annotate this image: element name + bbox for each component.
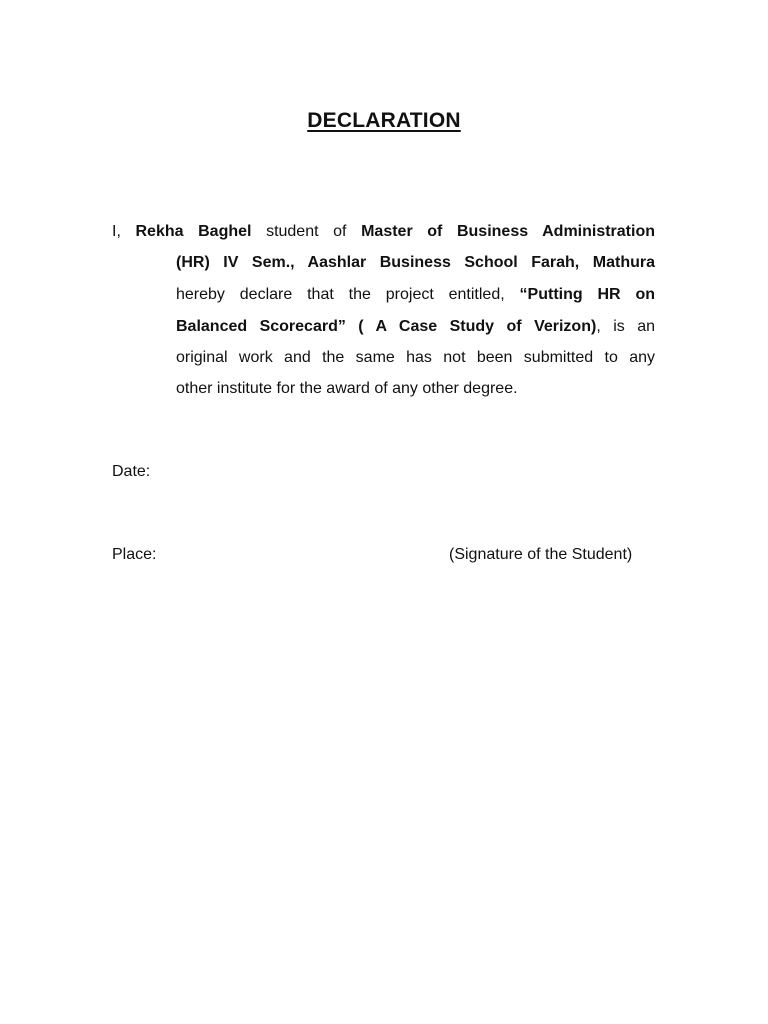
page-title: DECLARATION <box>307 109 461 132</box>
program-details: (HR) IV Sem., Aashlar Business School Farah, Mathura <box>176 254 655 271</box>
declaration-line-1 <box>112 223 655 241</box>
project-title-start: “Putting HR on <box>519 286 656 303</box>
declaration-line-6 <box>176 380 518 398</box>
signature-label: (Signature of the Student) <box>449 546 633 563</box>
declaration-text-5: original work and the same has not been submitted to any <box>176 349 655 366</box>
declaration-line-5 <box>176 349 655 367</box>
student-name: Rekha Baghel <box>135 223 252 240</box>
place-label: Place: <box>112 546 157 563</box>
declaration-mid: student of <box>251 223 362 240</box>
program-name: Master of Business Administration <box>361 223 656 240</box>
declaration-line-2 <box>176 254 655 272</box>
declaration-text-6: other institute for the award of any other degree. <box>176 380 518 397</box>
declaration-lead: I, <box>112 223 136 240</box>
declaration-line-4 <box>176 318 655 336</box>
date-label: Date: <box>112 463 151 480</box>
declaration-line-3 <box>176 286 655 304</box>
declaration-after: , is an <box>596 318 656 335</box>
declaration-text: hereby declare that the project entitled, <box>176 286 520 303</box>
project-title-end: Balanced Scorecard” ( A Case Study of Verizon) <box>176 318 597 335</box>
